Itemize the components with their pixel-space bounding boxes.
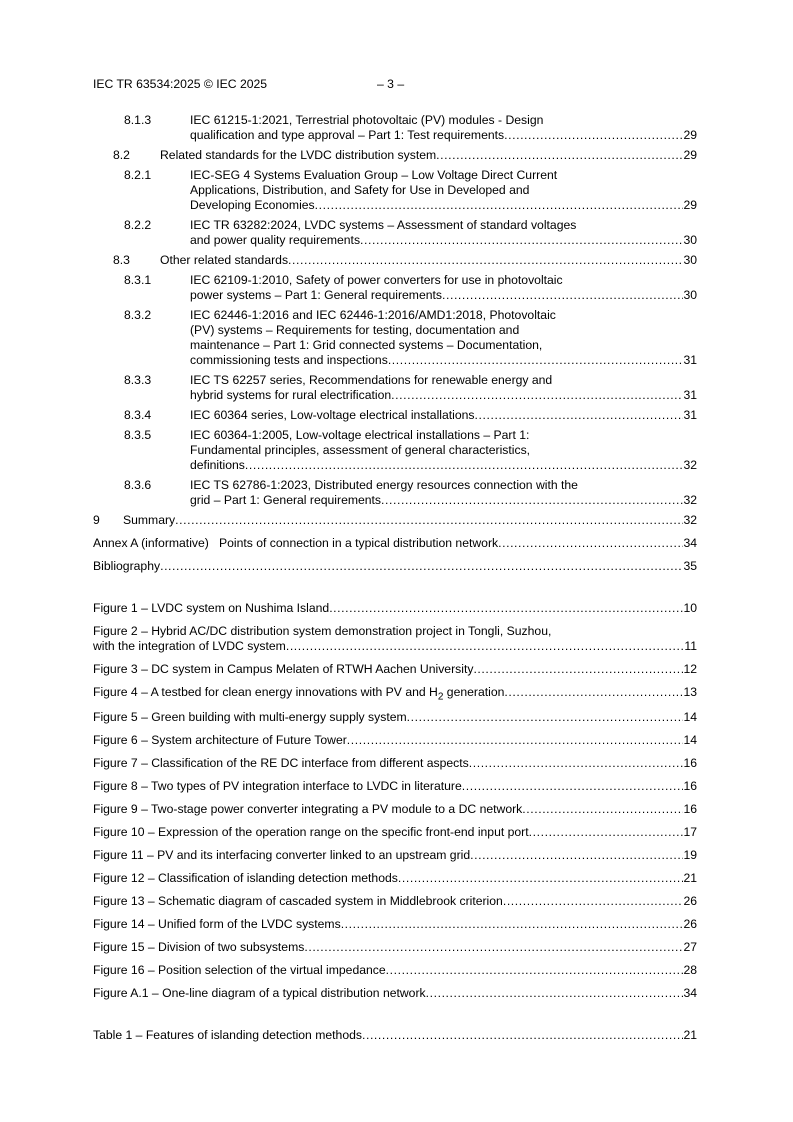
figure-entry-text: Figure 10 – Expression of the operation range on the specific front-end input port xyxy=(93,825,529,839)
toc-entry-number: 8.2.1 xyxy=(124,168,152,182)
figure-page-number: 14 xyxy=(683,710,697,724)
figure-page-number: 14 xyxy=(683,733,697,747)
toc-entry-8-2-1[interactable] xyxy=(93,168,697,213)
toc-page-number: 29 xyxy=(683,148,697,162)
toc-entry-number: 8.3 xyxy=(113,253,130,267)
toc-entry-text: hybrid systems for rural electrification xyxy=(190,388,392,402)
figure-entry-text: Figure 6 – System architecture of Future Tower xyxy=(93,733,347,747)
figure-entry-text: Figure 1 – LVDC system on Nushima Island xyxy=(93,601,330,615)
leader-dots xyxy=(462,779,684,794)
figure-page-number: 34 xyxy=(683,986,697,1000)
toc-entry-bibliography[interactable] xyxy=(93,559,697,574)
toc-entry-text: Annex A (informative) Points of connection in a typical distribution network xyxy=(93,536,499,550)
figure-entry[interactable] xyxy=(93,802,697,817)
figure-entry[interactable] xyxy=(93,710,697,725)
figure-entry[interactable] xyxy=(93,917,697,932)
leader-dots xyxy=(347,733,684,748)
toc-entry-number: 8.1.3 xyxy=(124,113,152,127)
figure-entry[interactable] xyxy=(93,662,697,677)
figure-entry[interactable] xyxy=(93,940,697,955)
toc-page-number: 29 xyxy=(683,198,697,212)
leader-dots xyxy=(504,685,683,700)
toc-entry-text: IEC 62446-1:2016 and IEC 62446-1:2016/AMD1:2018, Photovoltaic xyxy=(190,308,556,322)
leader-dots xyxy=(473,662,683,677)
toc-page-number: 31 xyxy=(683,408,697,422)
leader-dots xyxy=(469,756,684,771)
toc-page-number: 30 xyxy=(683,288,697,302)
figure-entry-text: Figure 2 – Hybrid AC/DC distribution system demonstration project in Tongli, Suzhou, xyxy=(93,624,552,638)
figure-entry[interactable] xyxy=(93,601,697,616)
document-id: IEC TR 63534:2025 © IEC 2025 xyxy=(93,77,268,91)
toc-entry-text: Summary xyxy=(123,513,176,527)
toc-page-number: 29 xyxy=(683,128,697,142)
figure-page-number: 26 xyxy=(683,917,697,931)
table-page-number: 21 xyxy=(683,1028,697,1042)
leader-dots xyxy=(175,513,683,528)
toc-entry-text: commissioning tests and inspections xyxy=(190,353,388,367)
toc-entry-8-3[interactable] xyxy=(93,253,697,268)
figure-entry[interactable] xyxy=(93,894,697,909)
figure-page-number: 12 xyxy=(683,662,697,676)
leader-dots xyxy=(341,917,684,932)
figure-entry-text: Figure 12 – Classification of islanding detection methods xyxy=(93,871,398,885)
figure-entry-text: Figure 9 – Two-stage power converter integrating a PV module to a DC network xyxy=(93,802,523,816)
table-entry[interactable] xyxy=(93,1028,697,1043)
figure-entry-text: Figure 8 – Two types of PV integration interface to LVDC in literature xyxy=(93,779,462,793)
figure-entry-text: Figure 5 – Green building with multi-energy supply system xyxy=(93,710,407,724)
toc-entry-text: and power quality requirements xyxy=(190,233,361,247)
toc-page-number: 32 xyxy=(683,493,697,507)
figure-entry[interactable] xyxy=(93,871,697,886)
toc-entry-text: Bibliography xyxy=(93,559,161,573)
toc-page-number: 30 xyxy=(683,233,697,247)
leader-dots xyxy=(288,253,683,268)
toc-entry-number: 8.2 xyxy=(113,148,130,162)
leader-dots xyxy=(504,128,683,143)
toc-entry-text: Developing Economies xyxy=(190,198,315,212)
toc-entry-text: IEC-SEG 4 Systems Evaluation Group – Low Voltage Direct Current xyxy=(190,168,558,182)
toc-entry-8-1-3[interactable] xyxy=(93,113,697,143)
figure-entry-text: Figure 4 – A testbed for clean energy innovations with PV and $H_2$ generation xyxy=(93,685,505,703)
leader-dots xyxy=(360,233,683,248)
figure-entry[interactable] xyxy=(93,624,697,654)
figure-page-number: 16 xyxy=(683,779,697,793)
figure-entry-text: Figure 13 – Schematic diagram of cascaded system in Middlebrook criterion xyxy=(93,894,503,908)
leader-dots xyxy=(398,871,684,886)
toc-entry-text: maintenance – Part 1: Grid connected systems – Documentation, xyxy=(190,338,543,352)
figure-page-number: 26 xyxy=(683,894,697,908)
leader-dots xyxy=(436,148,683,163)
leader-dots xyxy=(426,986,684,1001)
toc-entry-number: 8.3.5 xyxy=(124,428,152,442)
toc-entry-annex-a[interactable] xyxy=(93,536,697,551)
leader-dots xyxy=(442,288,683,303)
figure-page-number: 16 xyxy=(683,756,697,770)
figure-entry-text: with the integration of LVDC system xyxy=(93,639,286,653)
table-of-contents xyxy=(93,113,697,1048)
toc-entry-text: Applications, Distribution, and Safety for Use in Developed and xyxy=(190,183,530,197)
figure-entry[interactable] xyxy=(93,825,697,840)
toc-entry-text: Other related standards xyxy=(160,253,289,267)
table-entry-text: Table 1 – Features of islanding detection methods xyxy=(93,1028,362,1042)
page-header xyxy=(93,77,405,91)
figure-page-number: 27 xyxy=(683,940,697,954)
figure-page-number: 13 xyxy=(683,685,697,699)
leader-dots xyxy=(386,963,684,978)
toc-page-number: 34 xyxy=(683,536,697,550)
leader-dots xyxy=(388,353,684,368)
toc-entry-text: (PV) systems – Requirements for testing, documentation and xyxy=(190,323,520,337)
leader-dots xyxy=(160,559,683,574)
figure-entry-text: Figure 11 – PV and its interfacing converter linked to an upstream grid xyxy=(93,848,471,862)
leader-dots xyxy=(391,388,683,403)
toc-entry-text: IEC 60364 series, Low-voltage electrical installations xyxy=(190,408,475,422)
figure-entry[interactable] xyxy=(93,756,697,771)
leader-dots xyxy=(381,493,683,508)
toc-entry-8-3-2[interactable] xyxy=(93,308,697,368)
figure-entry-text: Figure 3 – DC system in Campus Melaten of RTWH Aachen University xyxy=(93,662,474,676)
leader-dots xyxy=(498,536,683,551)
toc-entry-text: qualification and type approval – Part 1: Test requirements xyxy=(190,128,505,142)
figure-page-number: 17 xyxy=(683,825,697,839)
toc-entry-number: 8.3.6 xyxy=(124,478,152,492)
figure-entry[interactable] xyxy=(93,963,697,978)
figure-entry[interactable] xyxy=(93,733,697,748)
figure-entry[interactable] xyxy=(93,848,697,863)
toc-entry-8-3-6[interactable] xyxy=(93,478,697,508)
leader-dots xyxy=(329,601,683,616)
figure-entry-text: Figure 14 – Unified form of the LVDC systems xyxy=(93,917,341,931)
toc-entry-number: 8.2.2 xyxy=(124,218,152,232)
figure-entry-text: Figure A.1 – One-line diagram of a typical distribution network xyxy=(93,986,426,1000)
toc-entry-8-2[interactable] xyxy=(93,148,697,163)
figure-page-number: 28 xyxy=(683,963,697,977)
toc-entry-8-3-1[interactable] xyxy=(93,273,697,303)
toc-entry-8-3-3[interactable] xyxy=(93,373,697,403)
figure-page-number: 21 xyxy=(683,871,697,885)
toc-page-number: 32 xyxy=(683,458,697,472)
figure-entry[interactable] xyxy=(93,986,697,1001)
toc-entry-text: grid – Part 1: General requirements xyxy=(190,493,382,507)
figure-entry-text: Figure 16 – Position selection of the virtual impedance xyxy=(93,963,386,977)
toc-entry-text: IEC 62109-1:2010, Safety of power converters for use in photovoltaic xyxy=(190,273,563,287)
toc-entry-text: IEC 60364-1:2005, Low-voltage electrical installations – Part 1: xyxy=(190,428,530,442)
toc-entry-number: 9 xyxy=(93,513,100,527)
leader-dots xyxy=(245,458,684,473)
leader-dots xyxy=(470,848,683,863)
toc-page-number: 35 xyxy=(683,559,697,573)
figure-entry[interactable] xyxy=(93,779,697,794)
leader-dots xyxy=(315,198,684,213)
toc-entry-text: IEC 61215-1:2021, Terrestrial photovoltaic (PV) modules - Design xyxy=(190,113,544,127)
toc-entry-text: IEC TS 62257 series, Recommendations for renewable energy and xyxy=(190,373,553,387)
figure-entry[interactable] xyxy=(93,685,697,703)
toc-page-number: 31 xyxy=(683,353,697,367)
toc-entry-text: Related standards for the LVDC distribution system xyxy=(160,148,437,162)
figure-page-number: 10 xyxy=(683,601,697,615)
page-number: – 3 – xyxy=(377,77,405,91)
figure-entry-text: Figure 15 – Division of two subsystems xyxy=(93,940,305,954)
figure-page-number: 11 xyxy=(684,639,697,653)
toc-entry-text: IEC TS 62786-1:2023, Distributed energy resources connection with the xyxy=(190,478,578,492)
leader-dots xyxy=(286,639,685,654)
toc-entry-8-2-2[interactable] xyxy=(93,218,697,248)
toc-entry-number: 8.3.1 xyxy=(124,273,152,287)
leader-dots xyxy=(362,1028,683,1043)
toc-entry-number: 8.3.3 xyxy=(124,373,152,387)
toc-entry-text: Fundamental principles, assessment of general characteristics, xyxy=(190,443,531,457)
toc-entry-8-3-5[interactable] xyxy=(93,428,697,473)
figure-page-number: 19 xyxy=(683,848,697,862)
leader-dots xyxy=(503,894,684,909)
toc-entry-8-3-4[interactable] xyxy=(93,408,697,423)
leader-dots xyxy=(529,825,684,840)
leader-dots xyxy=(304,940,683,955)
figure-page-number: 16 xyxy=(683,802,697,816)
toc-page-number: 31 xyxy=(683,388,697,402)
leader-dots xyxy=(407,710,684,725)
toc-entry-9[interactable] xyxy=(93,513,697,528)
toc-entry-text: definitions xyxy=(190,458,245,472)
toc-page-number: 30 xyxy=(683,253,697,267)
toc-entry-number: 8.3.4 xyxy=(124,408,152,422)
leader-dots xyxy=(475,408,684,423)
figure-entry-text: Figure 7 – Classification of the RE DC interface from different aspects xyxy=(93,756,469,770)
toc-entry-text: power systems – Part 1: General requirements xyxy=(190,288,442,302)
toc-entry-text: IEC TR 63282:2024, LVDC systems – Assessment of standard voltages xyxy=(190,218,577,232)
toc-page-number: 32 xyxy=(683,513,697,527)
leader-dots xyxy=(522,802,683,817)
toc-entry-number: 8.3.2 xyxy=(124,308,152,322)
